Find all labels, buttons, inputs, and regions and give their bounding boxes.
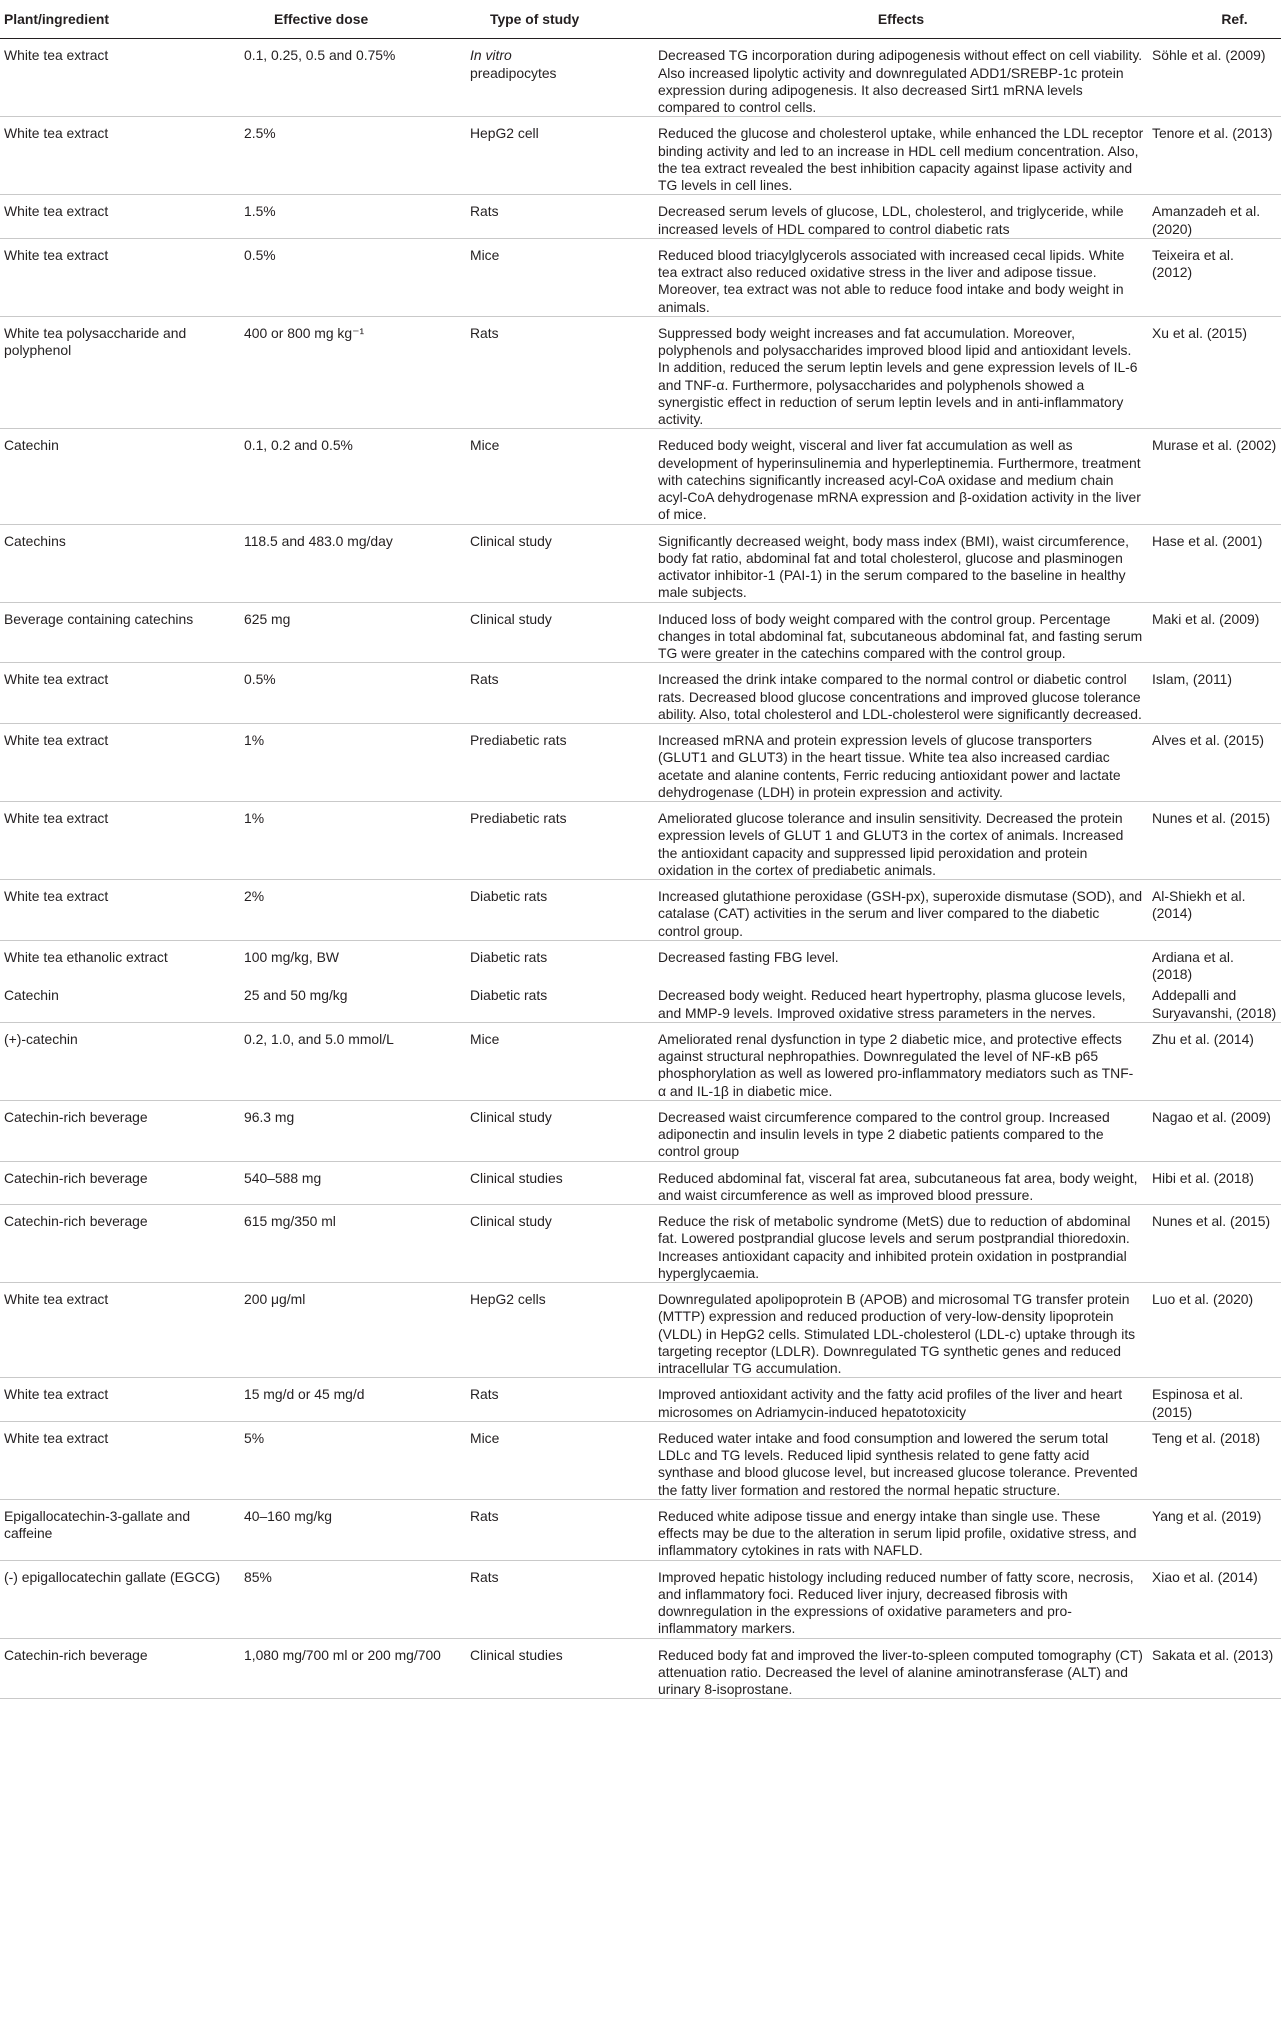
cell-study bbox=[470, 238, 648, 316]
cell-effects: Reduced the glucose and cholesterol uptake, while enhanced the LDL receptor binding activity and led to an increase in HDL cell medium concentration. Also, the tea extract revealed the best inhibition capacity against lipase activity and TG levels in cell lines. bbox=[648, 117, 1152, 195]
cell-study-text: Diabetic rats bbox=[470, 987, 548, 1004]
cell-plant: White tea extract bbox=[0, 238, 236, 316]
cell-dose: 0.1, 0.2 and 0.5% bbox=[236, 429, 470, 524]
header-plant: Plant/ingredient bbox=[0, 0, 236, 39]
cell-study-text: Mice bbox=[470, 1429, 500, 1446]
cell-study-italic: In vitro bbox=[470, 47, 512, 64]
cell-study-text: Mice bbox=[470, 246, 500, 263]
cell-plant: White tea extract bbox=[0, 1421, 236, 1499]
cell-study bbox=[470, 1205, 648, 1283]
cell-ref: Amanzadeh et al. (2020) bbox=[1152, 195, 1281, 239]
cell-study-text: Rats bbox=[470, 1507, 499, 1524]
cell-dose: 96.3 mg bbox=[236, 1100, 470, 1161]
cell-study-text: HepG2 cell bbox=[470, 125, 539, 142]
cell-study bbox=[470, 117, 648, 195]
table-row bbox=[0, 39, 1281, 117]
cell-study bbox=[470, 663, 648, 724]
header-dose: Effective dose bbox=[236, 0, 470, 39]
cell-effects: Reduced abdominal fat, visceral fat area, subcutaneous fat area, body weight, and waist circumference as well as improved blood pressure. bbox=[648, 1161, 1152, 1205]
cell-study-text: Clinical study bbox=[470, 1213, 552, 1229]
cell-ref: Nagao et al. (2009) bbox=[1152, 1100, 1281, 1161]
cell-study bbox=[470, 1022, 648, 1100]
cell-ref: Xiao et al. (2014) bbox=[1152, 1560, 1281, 1638]
cell-effects: Induced loss of body weight compared with the control group. Percentage changes in total abdominal fat, subcutaneous abdominal fat, and fasting serum TG were greater in the catechins compared with the control group. bbox=[648, 602, 1152, 663]
cell-ref: Sakata et al. (2013) bbox=[1152, 1638, 1281, 1699]
cell-study bbox=[470, 1378, 648, 1422]
cell-study bbox=[470, 39, 648, 117]
table-row bbox=[0, 238, 1281, 316]
cell-effects: Decreased waist circumference compared to the control group. Increased adiponectin and insulin levels in type 2 diabetic patients compared to the control group bbox=[648, 1100, 1152, 1161]
table-row bbox=[0, 985, 1281, 1022]
cell-effects: Decreased TG incorporation during adipogenesis without effect on cell viability. Also increased lipolytic activity and downregulated ADD1/SREBP-1c protein expression during adipogenesis. It also decreased Sirt1 mRNA levels compared to control cells. bbox=[648, 39, 1152, 117]
cell-dose: 100 mg/kg, BW bbox=[244, 948, 339, 965]
cell-plant: (+)-catechin bbox=[0, 1022, 236, 1100]
cell-study-text: Rats bbox=[470, 671, 499, 688]
header-effects: Effects bbox=[648, 0, 1152, 39]
cell-plant: Catechin bbox=[0, 429, 236, 524]
cell-dose: 2% bbox=[236, 880, 470, 941]
cell-plant: Beverage containing catechins bbox=[0, 602, 236, 663]
table-row bbox=[0, 1499, 1281, 1560]
header-row bbox=[0, 0, 1281, 39]
cell-study-text: Clinical study bbox=[470, 532, 552, 549]
cell-effects: Increased the drink intake compared to the normal control or diabetic control rats. Decreased blood glucose concentrations and improved glucose tolerance ability. Also, total cholesterol and LDL-cholesterol were significantly decreased. bbox=[648, 663, 1152, 724]
cell-study bbox=[470, 880, 648, 941]
cell-ref: Maki et al. (2009) bbox=[1152, 602, 1281, 663]
cell-study-text: Rats bbox=[470, 1386, 499, 1403]
cell-ref: Islam, (2011) bbox=[1152, 663, 1281, 724]
cell-study bbox=[470, 1638, 648, 1699]
cell-ref: Al-Shiekh et al. (2014) bbox=[1152, 880, 1281, 941]
cell-ref: Hase et al. (2001) bbox=[1152, 524, 1281, 602]
table-row bbox=[0, 663, 1281, 724]
cell-study bbox=[470, 1560, 648, 1638]
table-row bbox=[0, 940, 1281, 985]
table-row bbox=[0, 880, 1281, 941]
cell-study-text: Rats bbox=[470, 203, 499, 220]
cell-dose: 0.1, 0.25, 0.5 and 0.75% bbox=[236, 39, 470, 117]
cell-plant: White tea extract bbox=[0, 39, 236, 117]
cell-effects: Suppressed body weight increases and fat accumulation. Moreover, polyphenols and polysaccharides improved blood lipid and antioxidant levels. In addition, reduced the serum leptin levels and gene expression levels of IL-6 and TNF-α. Furthermore, polysaccharides and polyphenols showed a synergistic effect in reduction of serum leptin levels and in anti-inflammatory activity. bbox=[648, 316, 1152, 429]
cell-effects: Reduced body fat and improved the liver-to-spleen computed tomography (CT) attenuation ratio. Decreased the level of alanine aminotransferase (ALT) and urinary 8-isoprostane. bbox=[648, 1638, 1152, 1699]
cell-study-text: Mice bbox=[470, 1030, 500, 1047]
cell-plant: White tea extract bbox=[0, 195, 236, 239]
cell-plant: White tea extract bbox=[0, 663, 236, 724]
cell-plant: White tea extract bbox=[0, 880, 236, 941]
table-row bbox=[0, 602, 1281, 663]
cell-effects: Increased glutathione peroxidase (GSH-px), superoxide dismutase (SOD), and catalase (CAT) activities in the serum and liver compared to the diabetic control group. bbox=[648, 880, 1152, 941]
cell-study-text: Clinical study bbox=[470, 610, 552, 627]
table-row bbox=[0, 802, 1281, 880]
cell-dose: 5% bbox=[236, 1421, 470, 1499]
cell-dose: 15 mg/d or 45 mg/d bbox=[236, 1378, 470, 1422]
cell-study bbox=[470, 1283, 648, 1378]
cell-dose: 1.5% bbox=[236, 195, 470, 239]
cell-plant: Catechin bbox=[0, 985, 236, 1022]
cell-ref: Nunes et al. (2015) bbox=[1152, 802, 1281, 880]
cell-study bbox=[470, 940, 648, 985]
cell-ref: Söhle et al. (2009) bbox=[1152, 39, 1281, 117]
cell-study bbox=[470, 429, 648, 524]
cell-ref: Alves et al. (2015) bbox=[1152, 724, 1281, 802]
cell-dose: 1% bbox=[236, 802, 470, 880]
cell-effects: Ameliorated glucose tolerance and insulin sensitivity. Decreased the protein expression levels of GLUT 1 and GLUT3 in the cortex of animals. Increased the antioxidant capacity and suppressed lipid peroxidation and protein oxidation in the cortex of prediabetic animals. bbox=[648, 802, 1152, 880]
cell-study-text: Mice bbox=[470, 437, 500, 454]
table-row bbox=[0, 195, 1281, 239]
cell-study bbox=[470, 316, 648, 429]
cell-effects: Significantly decreased weight, body mass index (BMI), waist circumference, body fat ratio, abdominal fat and total cholesterol, glucose and plasminogen activator inhibitor-1 (PAI-1) in the serum compared to the baseline in healthy male subjects. bbox=[648, 524, 1152, 602]
cell-effects: Decreased body weight. Reduced heart hypertrophy, plasma glucose levels, and MMP-9 levels. Improved oxidative stress parameters in the nerves. bbox=[648, 985, 1152, 1022]
cell-dose: 40–160 mg/kg bbox=[236, 1499, 470, 1560]
cell-study bbox=[470, 724, 648, 802]
cell-effects: Ameliorated renal dysfunction in type 2 diabetic mice, and protective effects against structural nephropathies. Downregulated the level of NF-κB p65 phosphorylation as well as lowered pro-inflammatory mediators such as TNF- α and IL-1β in diabetic mice. bbox=[648, 1022, 1152, 1100]
table-row bbox=[0, 1638, 1281, 1699]
cell-dose: 540–588 mg bbox=[236, 1161, 470, 1205]
cell-study-text: Prediabetic rats bbox=[470, 810, 567, 826]
cell-study-text: Diabetic rats bbox=[470, 948, 548, 965]
cell-dose: 1,080 mg/700 ml or 200 mg/700 bbox=[236, 1638, 470, 1699]
cell-dose: 118.5 and 483.0 mg/day bbox=[236, 524, 470, 602]
cell-study bbox=[470, 195, 648, 239]
table-row bbox=[0, 1100, 1281, 1161]
cell-ref: Xu et al. (2015) bbox=[1152, 316, 1281, 429]
header-study: Type of study bbox=[470, 0, 648, 39]
cell-ref: Tenore et al. (2013) bbox=[1152, 117, 1281, 195]
cell-dose: 0.2, 1.0, and 5.0 mmol/L bbox=[236, 1022, 470, 1100]
cell-study-text: Clinical studies bbox=[470, 1169, 563, 1186]
cell-study bbox=[470, 1499, 648, 1560]
cell-effects: Reduced water intake and food consumption and lowered the serum total LDLc and TG levels. Reduced lipid synthesis related to gene fatty acid synthase and blood glucose level, but increased glucose tolerance. Prevented the fatty liver formation and restored the normal hepatic structure. bbox=[648, 1421, 1152, 1499]
cell-dose: 2.5% bbox=[236, 117, 470, 195]
cell-study-text: Prediabetic rats bbox=[470, 732, 567, 748]
cell-study bbox=[470, 1161, 648, 1205]
cell-study-text: preadipocytes bbox=[470, 64, 557, 81]
cell-effects: Decreased serum levels of glucose, LDL, cholesterol, and triglyceride, while increased levels of HDL compared to control diabetic rats bbox=[648, 195, 1152, 239]
cell-effects: Downregulated apolipoprotein B (APOB) and microsomal TG transfer protein (MTTP) expression and reduced production of very-low-density lipoprotein (VLDL) in HepG2 cells. Stimulated LDL-cholesterol (LDL-c) uptake through its targeting receptor (LDLR). Downregulated TG synthetic genes and reduced intracellular TG accumulation. bbox=[648, 1283, 1152, 1378]
cell-dose: 0.5% bbox=[236, 663, 470, 724]
cell-study-text: Clinical study bbox=[470, 1108, 552, 1125]
cell-dose: 25 and 50 mg/kg bbox=[236, 985, 470, 1022]
cell-effects: Improved antioxidant activity and the fatty acid profiles of the liver and heart microsomes on Adriamycin-induced hepatotoxicity bbox=[648, 1378, 1152, 1422]
cell-dose: 625 mg bbox=[236, 602, 470, 663]
cell-ref: Hibi et al. (2018) bbox=[1152, 1161, 1281, 1205]
table-row bbox=[0, 1205, 1281, 1283]
cell-ref: Yang et al. (2019) bbox=[1152, 1499, 1281, 1560]
cell-study bbox=[470, 602, 648, 663]
header-ref: Ref. bbox=[1152, 0, 1281, 39]
cell-plant: Catechins bbox=[0, 524, 236, 602]
cell-dose: 200 μg/ml bbox=[236, 1283, 470, 1378]
cell-study-text: Clinical studies bbox=[470, 1646, 563, 1663]
cell-plant: Catechin-rich beverage bbox=[0, 1205, 236, 1283]
table-body bbox=[0, 39, 1281, 1699]
cell-study bbox=[470, 1100, 648, 1161]
cell-plant: Catechin-rich beverage bbox=[0, 1100, 236, 1161]
cell-plant: (-) epigallocatechin gallate (EGCG) bbox=[0, 1560, 236, 1638]
cell-ref: Zhu et al. (2014) bbox=[1152, 1022, 1281, 1100]
cell-dose: 400 or 800 mg kg⁻¹ bbox=[236, 316, 470, 429]
table-row bbox=[0, 1378, 1281, 1422]
table-row bbox=[0, 1560, 1281, 1638]
cell-study-text: Rats bbox=[470, 1568, 499, 1585]
cell-ref: Addepalli and Suryavanshi, (2018) bbox=[1152, 985, 1281, 1022]
cell-plant: White tea extract bbox=[0, 1283, 236, 1378]
cell-study-text: HepG2 cells bbox=[470, 1291, 546, 1307]
cell-plant: White tea polysaccharide and polyphenol bbox=[0, 316, 236, 429]
cell-study-text: Diabetic rats bbox=[470, 888, 548, 904]
table-row bbox=[0, 117, 1281, 195]
table-row bbox=[0, 1283, 1281, 1378]
cell-effects: Reduced white adipose tissue and energy intake than single use. These effects may be due to the alteration in serum lipid profile, oxidative stress, and inflammatory cytokines in rats with NAFLD. bbox=[648, 1499, 1152, 1560]
cell-plant: Catechin-rich beverage bbox=[0, 1638, 236, 1699]
cell-effects: Improved hepatic histology including reduced number of fatty score, necrosis, and inflammatory foci. Reduced liver injury, decreased fibrosis with downregulation in the expressions of oxidative parameters and pro-inflammatory markers. bbox=[648, 1560, 1152, 1638]
table-row bbox=[0, 1421, 1281, 1499]
cell-study bbox=[470, 802, 648, 880]
table-row bbox=[0, 1022, 1281, 1100]
cell-effects: Reduce the risk of metabolic syndrome (MetS) due to reduction of abdominal fat. Lowered postprandial glucose levels and serum postprandial thioredoxin. Increases antioxidant capacity and inhibited protein oxidation in postprandial hyperglycaemia. bbox=[648, 1205, 1152, 1283]
cell-plant: White tea extract bbox=[0, 117, 236, 195]
cell-plant: White tea extract bbox=[0, 724, 236, 802]
cell-effects: Reduced body weight, visceral and liver fat accumulation as well as development of hyperinsulinemia and hyperleptinemia. Furthermore, treatment with catechins significantly increased acyl-CoA oxidase and medium chain acyl-CoA dehydrogenase mRNA expression and β-oxidation activity in the liver of mice. bbox=[648, 429, 1152, 524]
cell-plant: White tea ethanolic extract bbox=[4, 948, 168, 965]
cell-dose: 1% bbox=[236, 724, 470, 802]
cell-ref: Espinosa et al. (2015) bbox=[1152, 1378, 1281, 1422]
cell-study bbox=[470, 985, 648, 1022]
cell-plant: Catechin-rich beverage bbox=[0, 1161, 236, 1205]
table-row bbox=[0, 429, 1281, 524]
cell-plant: White tea extract bbox=[0, 1378, 236, 1422]
cell-effects: Reduced blood triacylglycerols associated with increased cecal lipids. White tea extract also reduced oxidative stress in the liver and adipose tissue. Moreover, tea extract was not able to reduce food intake and body weight in animals. bbox=[648, 238, 1152, 316]
table-row bbox=[0, 724, 1281, 802]
cell-ref: Teixeira et al. (2012) bbox=[1152, 238, 1281, 316]
table-row bbox=[0, 1161, 1281, 1205]
cell-dose: 0.5% bbox=[236, 238, 470, 316]
table-row bbox=[0, 524, 1281, 602]
cell-study bbox=[470, 524, 648, 602]
cell-plant: Epigallocatechin-3-gallate and caffeine bbox=[0, 1499, 236, 1560]
cell-dose: 85% bbox=[236, 1560, 470, 1638]
cell-ref: Luo et al. (2020) bbox=[1152, 1283, 1281, 1378]
table-row bbox=[0, 316, 1281, 429]
cell-study-text: Rats bbox=[470, 324, 499, 341]
cell-ref: Murase et al. (2002) bbox=[1152, 429, 1281, 524]
cell-ref: Teng et al. (2018) bbox=[1152, 1421, 1281, 1499]
cell-ref: Nunes et al. (2015) bbox=[1152, 1205, 1281, 1283]
cell-ref: Ardiana et al. (2018) bbox=[1152, 948, 1234, 982]
cell-plant: White tea extract bbox=[0, 802, 236, 880]
cell-study bbox=[470, 1421, 648, 1499]
cell-effects: Decreased fasting FBG level. bbox=[658, 948, 839, 965]
cell-effects: Increased mRNA and protein expression levels of glucose transporters (GLUT1 and GLUT3) in the heart tissue. White tea also increased cardiac acetate and alanine contents, Ferric reducing antioxidant power and lactate dehydrogenase (LDH) in protein expression and activity. bbox=[648, 724, 1152, 802]
cell-dose: 615 mg/350 ml bbox=[236, 1205, 470, 1283]
